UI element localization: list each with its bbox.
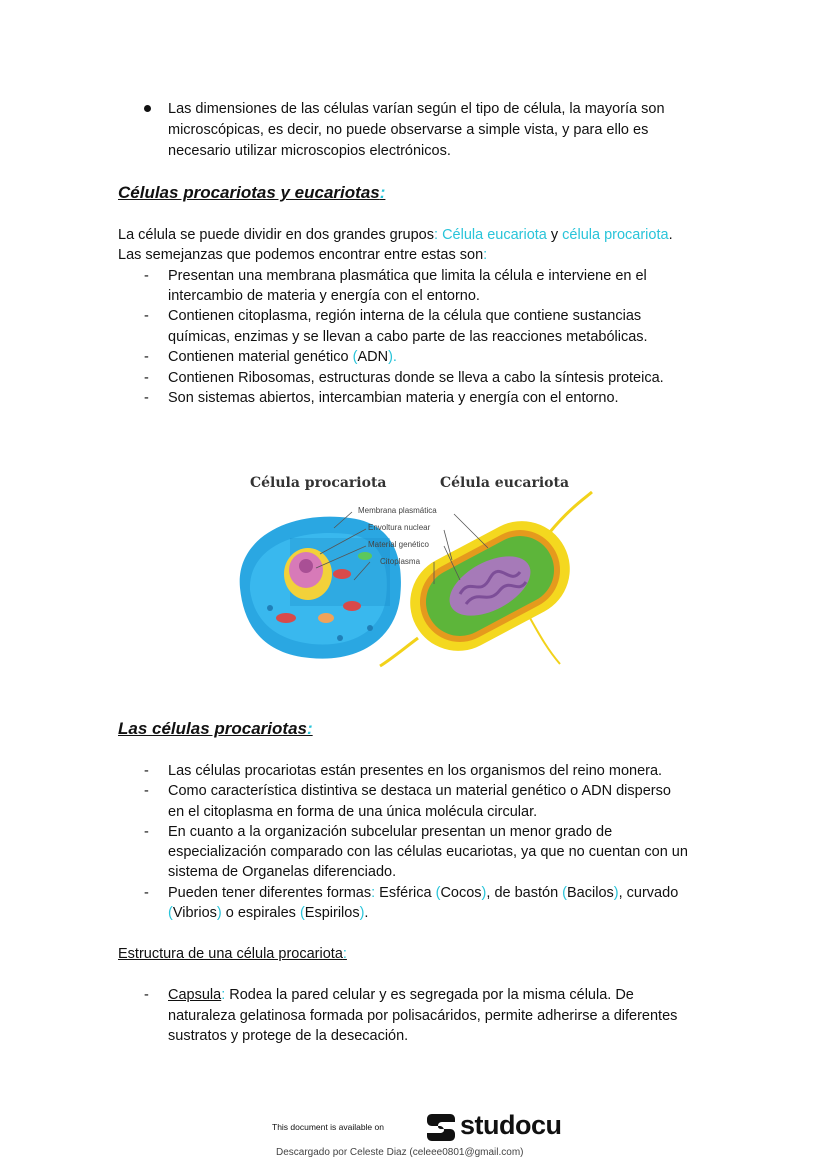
list-dash: - — [144, 824, 149, 840]
adn-paren-close: ). — [388, 349, 397, 365]
list-item-organizacion-3: sistema de Organelas diferenciado. — [168, 864, 397, 880]
list-dash: - — [144, 885, 149, 901]
label-envoltura-nuclear: Envoltura nuclear — [368, 523, 431, 532]
formas-esferica: Esférica — [375, 885, 436, 901]
list-item-adn — [168, 347, 397, 367]
paragraph-grupos — [118, 225, 673, 245]
paragraph-semejanzas — [118, 245, 487, 265]
label-material-genetico: Material genético — [368, 540, 429, 549]
list-dash: - — [144, 308, 149, 324]
formas-espirales: o espirales — [221, 905, 300, 921]
heading-colon: : — [306, 719, 313, 738]
list-item-organizacion-2: especialización comparado con las células eucariotas, ya que no cuentan con un — [168, 844, 688, 860]
studocu-logo-icon[interactable] — [424, 1110, 458, 1144]
list-dash: - — [144, 783, 149, 799]
bacterium-drawing — [380, 492, 592, 668]
list-item-capsula-3: sustratos y protege de la desecación. — [168, 1028, 409, 1044]
heading-colon: : — [379, 183, 386, 202]
bullet-dot — [144, 105, 151, 112]
animal-cell-drawing — [240, 517, 401, 659]
formas-curvado: , curvado — [618, 885, 679, 901]
paren-open: ( — [168, 905, 173, 921]
subheading-colon: : — [342, 946, 347, 962]
cell-figure — [230, 468, 600, 678]
list-item-formas-1 — [168, 883, 678, 903]
formas-bacilos: Bacilos — [567, 885, 614, 901]
list-item-capsula-2: naturaleza gelatinosa formada por polisacáridos, permite adherirse a diferentes — [168, 1008, 678, 1024]
formas-vibrios: Vibrios — [172, 905, 217, 921]
paren-close: ) — [359, 905, 365, 921]
adn-paren-open: ( — [352, 349, 358, 365]
label-citoplasma: Citoplasma — [380, 557, 421, 566]
figure-title-eucariota: Célula eucariota — [440, 475, 570, 491]
p1-text-y: y — [546, 227, 563, 243]
formas-cocos: Cocos — [440, 885, 482, 901]
paren-open: ( — [299, 905, 305, 921]
p1-colon: : — [434, 227, 439, 243]
list-item-adn-disperso-2: en el citoplasma en forma de una única molécula circular. — [168, 804, 538, 820]
p1-link-procariota: célula procariota — [562, 227, 669, 243]
list-item-reino-monera: Las células procariotas están presentes en los organismos del reino monera. — [168, 763, 663, 779]
label-membrana-plasmatica: Membrana plasmática — [358, 506, 437, 515]
list-dash: - — [144, 390, 149, 406]
period: . — [364, 905, 369, 921]
footer-downloaded-by: Descargado por Celeste Diaz (celeee0801@gmail.com) — [276, 1147, 524, 1158]
section-heading-procariotas-eucariotas — [118, 182, 385, 204]
list-dash: - — [144, 987, 149, 1003]
list-dash: - — [144, 349, 149, 365]
adn-text: Contienen material genético — [168, 349, 353, 365]
formas-baston: , de bastón — [486, 885, 563, 901]
paren-open: ( — [562, 885, 568, 901]
heading-text: Las células procariotas — [118, 719, 307, 738]
p1-text-a: La célula se puede dividir en dos grandes grupos — [118, 227, 434, 243]
section-heading-celulas-procariotas — [118, 718, 313, 740]
list-dash: - — [144, 763, 149, 779]
intro-line-1: Las dimensiones de las células varían según el tipo de célula, la mayoría son — [168, 101, 665, 117]
list-item-formas-2 — [168, 903, 368, 923]
heading-text: Células procariotas y eucariotas — [118, 183, 380, 202]
figure-title-procariota: Célula procariota — [250, 475, 387, 491]
list-item-sistemas: Son sistemas abiertos, intercambian materia y energía con el entorno. — [168, 390, 619, 406]
footer-available-text: This document is available on — [272, 1122, 384, 1132]
list-item-ribosomas: Contienen Ribosomas, estructuras donde se lleva a cabo la síntesis proteica. — [168, 370, 664, 386]
list-item-organizacion-1: En cuanto a la organización subcelular presentan un menor grado de — [168, 824, 613, 840]
list-item-adn-disperso-1: Como característica distintiva se destaca un material genético o ADN disperso — [168, 783, 671, 799]
intro-line-2: microscópicas, es decir, no puede observarse a simple vista, y para ello es — [168, 122, 649, 138]
paren-close: ) — [216, 905, 222, 921]
cell-illustration — [230, 468, 600, 678]
capsula-term: Capsula — [168, 987, 222, 1003]
list-dash: - — [144, 268, 149, 284]
list-item-citoplasma-2: químicas, enzimas y se llevan a cabo parte de las reacciones metabólicas. — [168, 329, 648, 345]
capsula-colon: : — [221, 987, 226, 1003]
subheading-estructura — [118, 944, 347, 964]
list-item-membrana-1: Presentan una membrana plasmática que limita la célula e interviene en el — [168, 268, 647, 284]
p2-text: Las semejanzas que podemos encontrar entre estas son — [118, 247, 484, 263]
formas-colon: : — [371, 885, 376, 901]
list-item-citoplasma-1: Contienen citoplasma, región interna de la célula que contiene sustancias — [168, 308, 642, 324]
list-dash: - — [144, 370, 149, 386]
formas-text: Pueden tener diferentes formas — [168, 885, 372, 901]
paren-close: ) — [481, 885, 487, 901]
capsula-text-1: Rodea la pared celular y es segregada por la misma célula. De — [225, 987, 634, 1003]
studocu-brand[interactable]: studocu — [460, 1110, 562, 1140]
adn-word: ADN — [357, 349, 389, 365]
formas-espirilos: Espirilos — [304, 905, 360, 921]
intro-line-3: necesario utilizar microscopios electrónicos. — [168, 143, 451, 159]
list-item-capsula-1 — [168, 985, 634, 1005]
paren-open: ( — [435, 885, 441, 901]
p1-link-eucariota: Célula eucariota — [442, 227, 547, 243]
list-item-membrana-2: intercambio de materia y energía con el entorno. — [168, 288, 480, 304]
paren-close: ) — [613, 885, 619, 901]
p2-colon: : — [483, 247, 488, 263]
subheading-text: Estructura de una célula procariota — [118, 946, 343, 962]
p1-period: . — [668, 227, 673, 243]
